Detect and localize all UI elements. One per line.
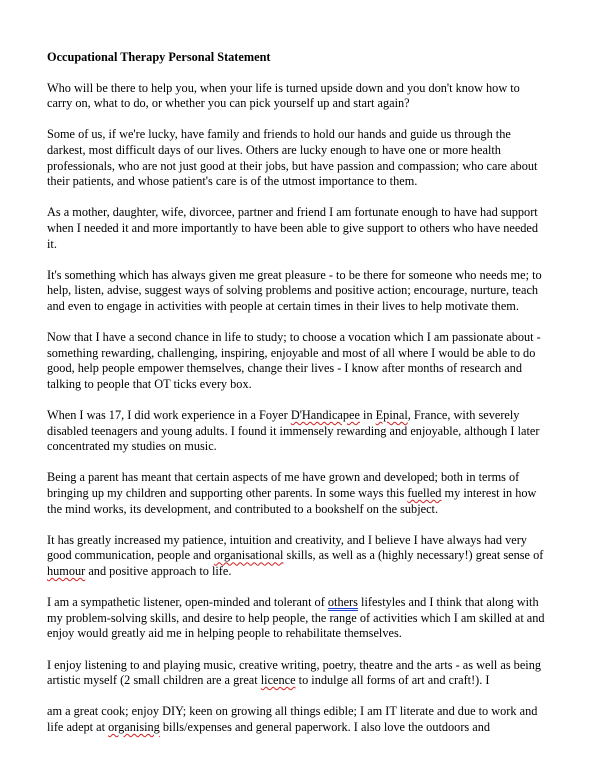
text-run: skills, as well as a (highly necessary!) great sense of — [283, 548, 544, 563]
paragraph — [47, 127, 546, 189]
text-run: to indulge all forms of art and craft!). I — [295, 673, 490, 688]
paragraph — [47, 595, 546, 642]
paragraph — [47, 704, 546, 735]
text-run: bills/expenses and general paperwork. I also love the outdoors and — [159, 719, 491, 734]
text-run: my interest in how the mind works, its development, and contributed to a bookshelf on the subject. — [47, 486, 537, 516]
spelling-flag: fuelled — [407, 486, 442, 501]
text-run: Being a parent has meant that certain aspects of me have grown and developed; both in terms of bringing up my children and supporting other parents. In some ways this — [47, 470, 520, 501]
text-run: Some of us, if we're lucky, have family and friends to hold our hands and guide us through the darkest, most difficult days of our lives. Others are lucky enough to have one or more health professionals, who are not just good at their jobs, but have passion and compassion; who care about their patients, and whose patient's care is of the utmost importance to them. — [47, 127, 538, 189]
paragraph — [47, 533, 546, 580]
paragraph — [47, 658, 546, 689]
spelling-flag: organising — [108, 719, 160, 734]
text-run: When I was 17, I did work experience in a Foyer — [47, 408, 291, 423]
paragraph — [47, 81, 546, 112]
text-run: As a mother, daughter, wife, divorcee, partner and friend I am fortunate enough to have had support when I needed it and more importantly to have been able to give support to others who have needed it. — [47, 205, 539, 251]
text-run: I enjoy listening to and playing music, creative writing, poetry, theatre and the arts - as well as being artistic myself (2 small children are a great — [47, 657, 542, 688]
text-run: It's something which has always given me great pleasure - to be there for someone who needs me; to help, listen, advise, suggest ways of solving problems and positive action; encourage, nurture, teach and even to engage in activities with people at certain times in their lives to help motivate them. — [47, 267, 542, 313]
text-run: , France, with severely disabled teenagers and young adults. I found it immensely rewarding and enjoyable, although I later concentrated my studies on music. — [47, 408, 540, 454]
text-run: in — [359, 408, 376, 423]
text-run: I am a sympathetic listener, open-minded and tolerant of — [47, 595, 328, 610]
text-run: It has greatly increased my patience, intuition and creativity, and I believe I have always had very good communication, people and — [47, 532, 527, 563]
paragraph — [47, 205, 546, 252]
spelling-flag: Epinal — [375, 408, 408, 423]
paragraph — [47, 470, 546, 517]
text-run: am a great cook; enjoy DIY; keen on growing all things edible; I am IT literate and due to work and life adept at — [47, 704, 538, 734]
spelling-flag: licence — [260, 673, 296, 688]
document-title: Occupational Therapy Personal Statement — [47, 50, 271, 64]
document-body[interactable] — [47, 81, 546, 736]
paragraph — [47, 330, 546, 392]
spelling-flag: humour — [47, 564, 86, 578]
grammar-flag: others — [327, 595, 358, 610]
paragraph — [47, 268, 546, 315]
spelling-flag: organisational — [214, 548, 284, 563]
text-run: Who will be there to help you, when your life is turned upside down and you don't know how to carry on, what to do, or whether you can pick yourself up and start again? — [47, 80, 520, 111]
text-run: Now that I have a second chance in life to study; to choose a vocation which I am passionate about - something rewarding, challenging, inspiring, enjoyable and most of all where I would be able to do good, help people empower themselves, change their lives - I know after months of research and talking to people that OT ticks every box. — [47, 330, 541, 391]
text-run: lifestyles and I think that along with my problem-solving skills, and desire to help people, the range of activities which I am skilled at and enjoy would greatly aid me in helping people to rehabilitate themselves. — [47, 595, 545, 641]
text-run: and positive approach to life. — [85, 564, 232, 578]
paragraph — [47, 408, 546, 455]
spelling-flag: D'Handicapee — [290, 408, 360, 423]
